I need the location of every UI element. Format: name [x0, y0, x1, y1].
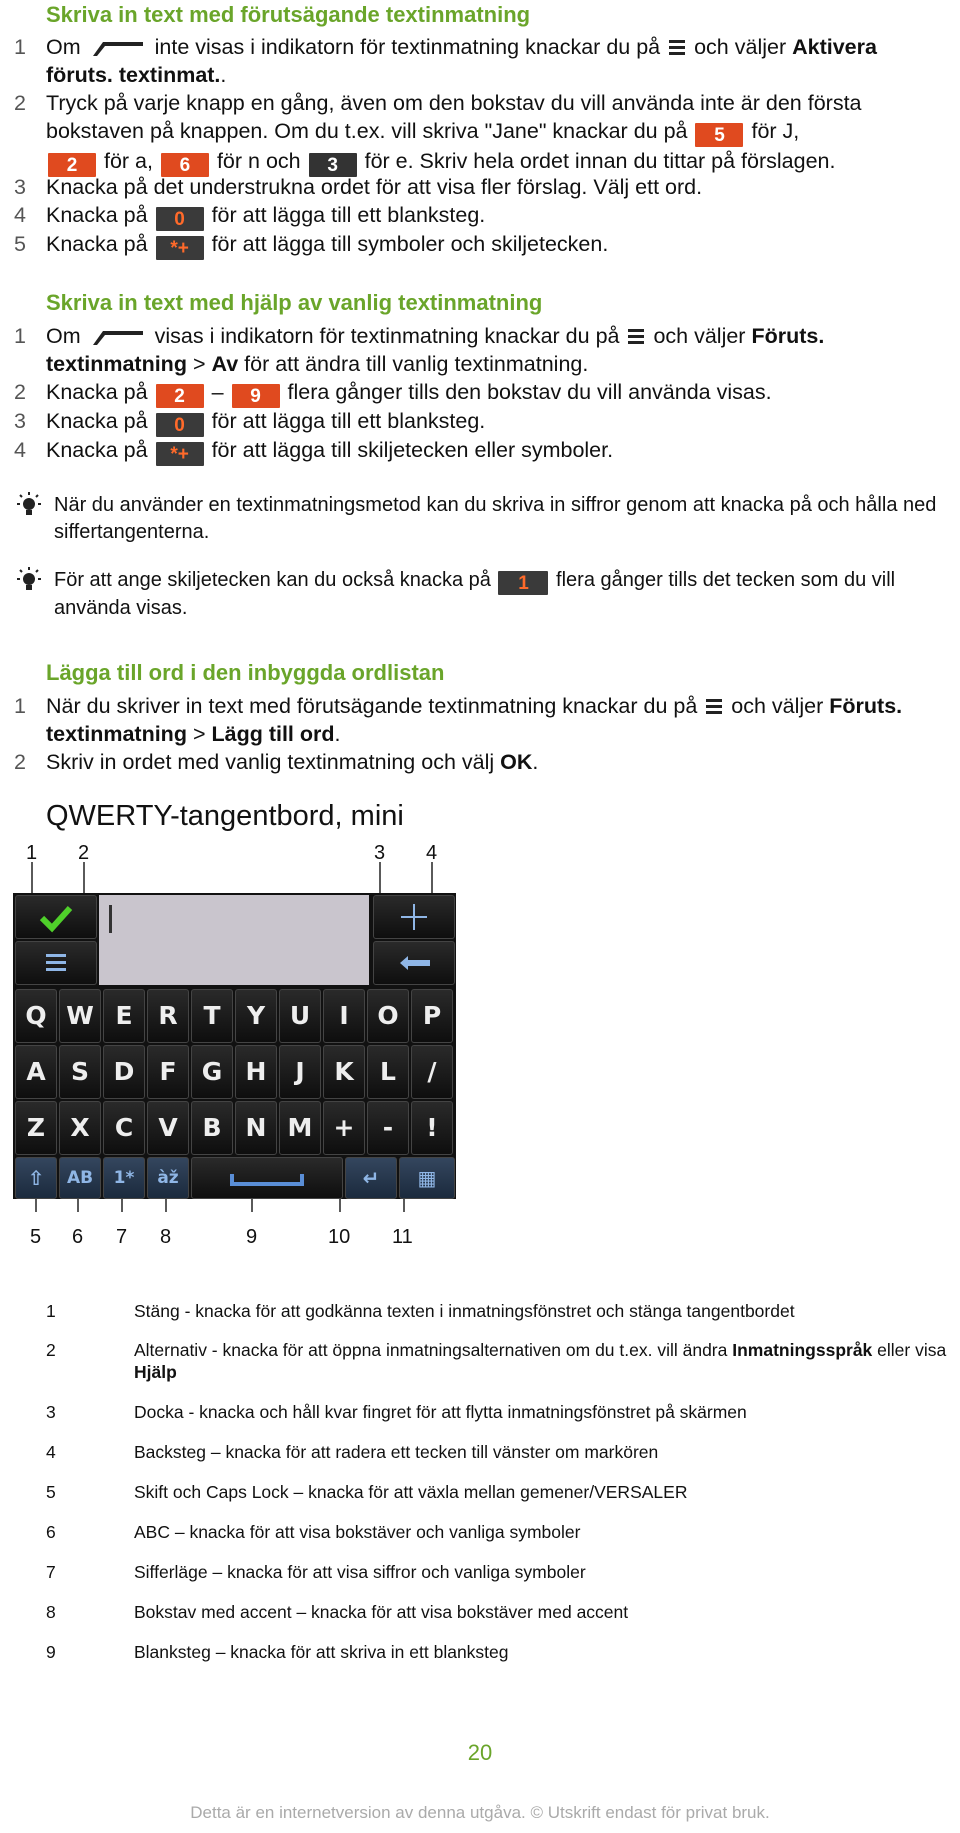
- section-heading-predictive: Skriva in text med förutsägande textinmatning: [46, 2, 531, 27]
- checkmark-icon: [16, 896, 96, 938]
- callout-5: 5: [30, 1226, 42, 1248]
- key-symbol[interactable]: /: [411, 1045, 453, 1099]
- key-y[interactable]: Y: [235, 989, 277, 1043]
- key-m[interactable]: M: [279, 1101, 321, 1155]
- callout-2: 2: [78, 842, 90, 864]
- menu-icon: [16, 942, 96, 984]
- key-q[interactable]: Q: [15, 989, 57, 1043]
- callout-6: 6: [72, 1226, 84, 1248]
- key-0: 0: [156, 207, 204, 231]
- section-heading-normal: Skriva in text med hjälp av vanlig textinmatning: [46, 290, 543, 315]
- key-symbol[interactable]: !: [411, 1101, 453, 1155]
- key-e[interactable]: E: [103, 989, 145, 1043]
- key-x[interactable]: X: [59, 1101, 101, 1155]
- key-h[interactable]: H: [235, 1045, 277, 1099]
- key-w[interactable]: W: [59, 989, 101, 1043]
- key-3: 3: [309, 153, 357, 177]
- key-v[interactable]: V: [147, 1101, 189, 1155]
- key-1: 1: [498, 571, 548, 595]
- key-star-plus: *+: [156, 236, 204, 260]
- keyboard: [13, 893, 456, 1199]
- input-window[interactable]: [99, 895, 369, 985]
- menu-icon: [668, 38, 686, 56]
- keyboard-title: QWERTY-tangentbord, mini: [46, 800, 404, 832]
- space-key[interactable]: [191, 1157, 343, 1199]
- close-key[interactable]: [15, 895, 97, 939]
- key-s[interactable]: S: [59, 1045, 101, 1099]
- key-r[interactable]: R: [147, 989, 189, 1043]
- key-d[interactable]: D: [103, 1045, 145, 1099]
- callout-11: 11: [392, 1226, 413, 1248]
- key-f[interactable]: F: [147, 1045, 189, 1099]
- key-0: 0: [156, 413, 204, 437]
- shift-key[interactable]: ⇧: [15, 1157, 57, 1199]
- key-u[interactable]: U: [279, 989, 321, 1043]
- key-6: 6: [161, 153, 209, 177]
- key-p[interactable]: P: [411, 989, 453, 1043]
- callout-9: 9: [246, 1226, 258, 1248]
- key-z[interactable]: Z: [15, 1101, 57, 1155]
- callout-3: 3: [374, 842, 386, 864]
- move-icon: [374, 896, 454, 938]
- section-heading-dictionary: Lägga till ord i den inbyggda ordlistan: [46, 660, 445, 685]
- footer-note: Detta är en internetversion av denna utgåva. © Utskrift endast för privat bruk.: [190, 1803, 770, 1822]
- key-9: 9: [232, 384, 280, 408]
- lightbulb-icon: [14, 492, 44, 522]
- key-b[interactable]: B: [191, 1101, 233, 1155]
- text-input-indicator-icon: [91, 36, 145, 58]
- key-o[interactable]: O: [367, 989, 409, 1043]
- text-cursor: [109, 905, 112, 933]
- abc-key[interactable]: AB: [59, 1157, 101, 1199]
- options-key[interactable]: [15, 941, 97, 985]
- key-l[interactable]: L: [367, 1045, 409, 1099]
- key-star-plus: *+: [156, 442, 204, 466]
- lightbulb-icon: [14, 567, 44, 597]
- number-mode-key[interactable]: 1*: [103, 1157, 145, 1199]
- key-t[interactable]: T: [191, 989, 233, 1043]
- callout-10: 10: [328, 1226, 351, 1248]
- callout-8: 8: [160, 1226, 172, 1248]
- keypad-key[interactable]: ▦: [399, 1157, 455, 1199]
- backspace-key[interactable]: [373, 941, 455, 985]
- page-number: 20: [467, 1740, 493, 1765]
- key-5: 5: [695, 123, 743, 147]
- key-n[interactable]: N: [235, 1101, 277, 1155]
- key-symbol[interactable]: -: [367, 1101, 409, 1155]
- menu-icon: [627, 327, 645, 345]
- callout-1: 1: [26, 842, 38, 864]
- key-symbol[interactable]: +: [323, 1101, 365, 1155]
- space-icon: [192, 1158, 342, 1198]
- dock-key[interactable]: [373, 895, 455, 939]
- key-j[interactable]: J: [279, 1045, 321, 1099]
- key-g[interactable]: G: [191, 1045, 233, 1099]
- key-i[interactable]: I: [323, 989, 365, 1043]
- callout-4: 4: [426, 842, 438, 864]
- accent-key[interactable]: àž: [147, 1157, 189, 1199]
- key-a[interactable]: A: [15, 1045, 57, 1099]
- enter-key[interactable]: ↵: [345, 1157, 397, 1199]
- callout-7: 7: [116, 1226, 128, 1248]
- key-c[interactable]: C: [103, 1101, 145, 1155]
- text-input-indicator-icon: [91, 325, 145, 347]
- key-2: 2: [156, 384, 204, 408]
- menu-icon: [705, 697, 723, 715]
- key-k[interactable]: K: [323, 1045, 365, 1099]
- key-2: 2: [48, 153, 96, 177]
- backspace-icon: [374, 942, 454, 984]
